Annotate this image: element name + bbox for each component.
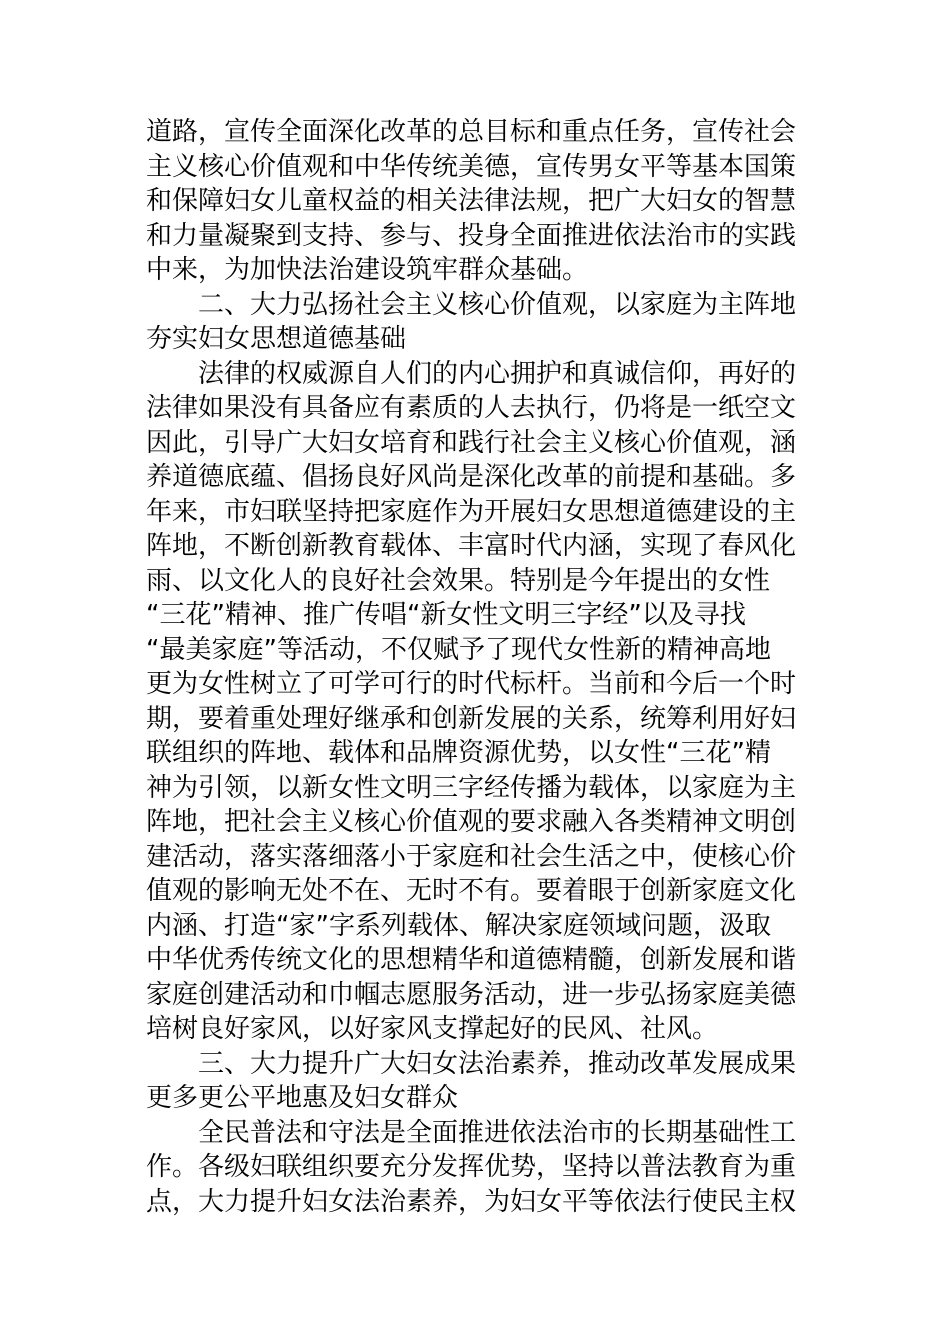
text-line: 中华优秀传统文化的思想精华和道德精髓，创新发展和谐 xyxy=(146,945,797,975)
section-heading-2-cont: 夯实妇女思想道德基础 xyxy=(146,324,407,354)
text-line: 法律如果没有具备应有素质的人去执行，仍将是一纸空文 xyxy=(146,393,797,423)
text-line: “最美家庭”等活动，不仅赋予了现代女性新的精神高地 xyxy=(146,634,771,665)
text-line: 法律的权威源自人们的内心拥护和真诚信仰，再好的 xyxy=(146,358,797,389)
text-line: 年来，市妇联坚持把家庭作为开展妇女思想道德建设的主 xyxy=(146,496,797,527)
text-line: 家庭创建活动和巾帼志愿服务活动，进一步弘扬家庭美德 xyxy=(146,979,797,1010)
text-line: 神为引领，以新女性文明三字经传播为载体，以家庭为主 xyxy=(146,772,797,803)
text-line: 阵地，把社会主义核心价值观的要求融入各类精神文明创 xyxy=(146,807,797,837)
text-line: 建活动，落实落细落小于家庭和社会生活之中，使核心价 xyxy=(146,841,797,872)
text-line: “三花”精神、推广传唱“新女性文明三字经”以及寻找 xyxy=(146,600,746,630)
text-line: 阵地，不断创新教育载体、丰富时代内涵，实现了春风化 xyxy=(146,531,797,561)
text-line: 培树良好家风，以好家风支撑起好的民风、社风。 xyxy=(146,1014,719,1044)
text-line: 更为女性树立了可学可行的时代标杆。当前和今后一个时 xyxy=(146,669,797,699)
body-text xyxy=(146,115,806,1219)
text-line: 全民普法和守法是全面推进依法治市的长期基础性工 xyxy=(146,1117,797,1148)
text-line: 雨、以文化人的良好社会效果。特别是今年提出的女性 xyxy=(146,565,771,596)
text-line: 点，大力提升妇女法治素养，为妇女平等依法行使民主权 xyxy=(146,1186,797,1217)
text-line: 养道德底蕴、倡扬良好风尚是深化改革的前提和基础。多 xyxy=(146,462,797,492)
text-line: 值观的影响无处不在、无时不有。要着眼于创新家庭文化 xyxy=(146,876,797,906)
text-line: 中来，为加快法治建设筑牢群众基础。 xyxy=(146,255,589,285)
text-line: 和力量凝聚到支持、参与、投身全面推进依法治市的实践 xyxy=(146,220,797,251)
text-line: 和保障妇女儿童权益的相关法律法规，把广大妇女的智慧 xyxy=(146,186,797,216)
section-heading-2: 二、大力弘扬社会主义核心价值观，以家庭为主阵地 xyxy=(146,289,797,320)
text-line: 因此，引导广大妇女培育和践行社会主义核心价值观，涵 xyxy=(146,427,797,458)
text-line: 联组织的阵地、载体和品牌资源优势，以女性“三花”精 xyxy=(146,738,771,768)
section-heading-3: 三、大力提升广大妇女法治素养，推动改革发展成果 xyxy=(146,1048,797,1079)
text-line: 内涵、打造“家”字系列载体、解决家庭领域问题，汲取 xyxy=(146,910,771,941)
text-line: 主义核心价值观和中华传统美德，宣传男女平等基本国策 xyxy=(146,151,797,182)
section-heading-3-cont: 更多更公平地惠及妇女群众 xyxy=(146,1083,459,1113)
text-line: 道路，宣传全面深化改革的总目标和重点任务，宣传社会 xyxy=(146,117,797,147)
text-line: 期，要着重处理好继承和创新发展的关系，统筹利用好妇 xyxy=(146,703,797,734)
text-line: 作。各级妇联组织要充分发挥优势，坚持以普法教育为重 xyxy=(146,1152,797,1182)
